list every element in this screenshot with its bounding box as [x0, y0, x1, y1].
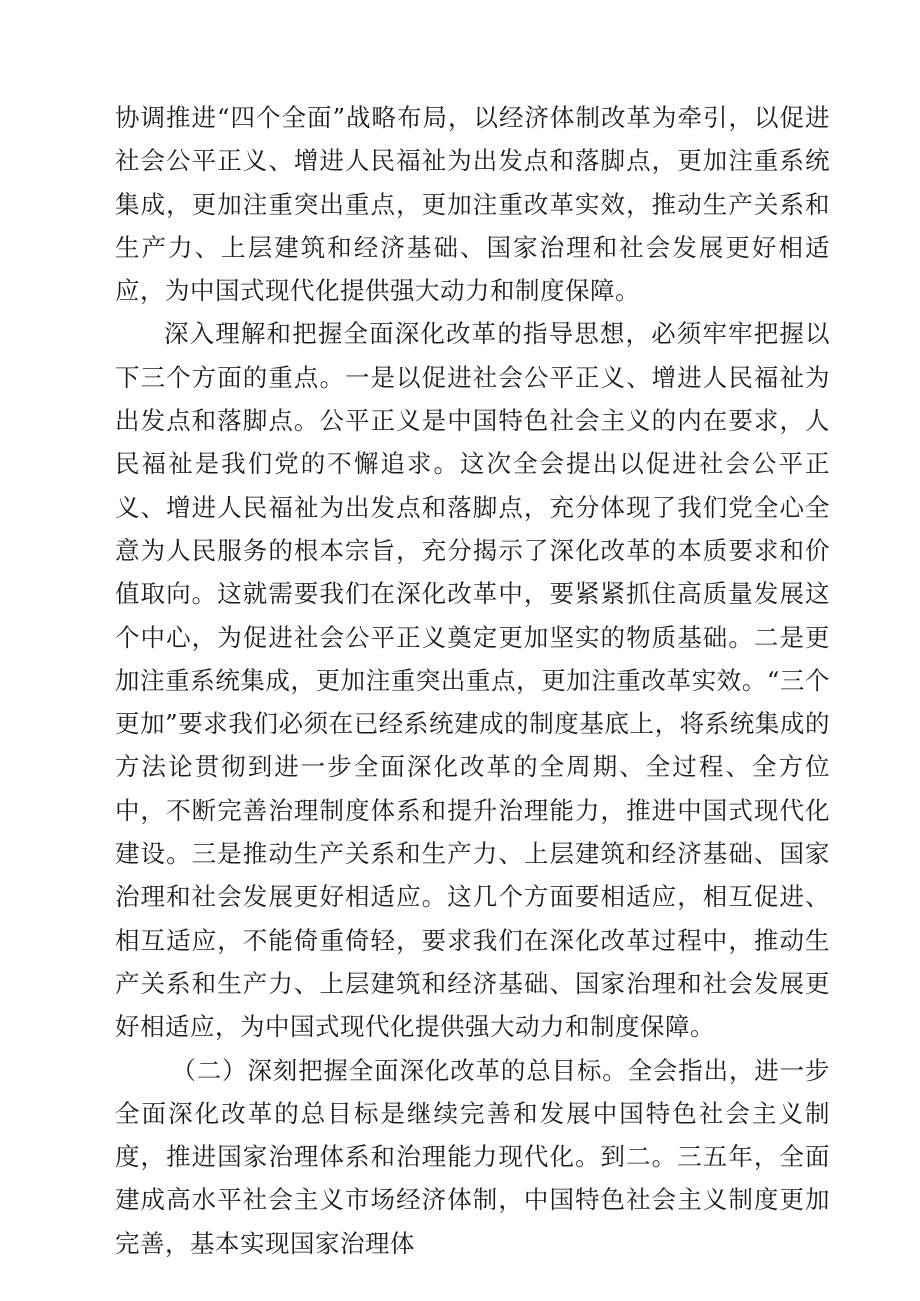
paragraph-guiding-thought: 深入理解和把握全面深化改革的指导思想，必须牢牢把握以下三个方面的重点。一是以促进社会公平正义、增进人民福祉为出发点和落脚点。公平正义是中国特色社会主义的内在要求，人民福祉是我们党的不懈追求。这次全会提出以促进社会公平正义、增进人民福祉为出发点和落脚点，充分体现了我们党全心全意为人民服务的根本宗旨，充分揭示了深化改革的本质要求和价值取向。这就需要我们在深化改革中，要紧紧抓住高质量发展这个中心，为促进社会公平正义奠定更加坚实的物质基础。二是更加注重系统集成，更加注重突出重点，更加注重改革实效。“三个更加”要求我们必须在已经系统建成的制度基底上，将系统集成的方法论贯彻到进一步全面深化改革的全周期、全过程、全方位中，不断完善治理制度体系和提升治理能力，推进中国式现代化建设。三是推动生产关系和生产力、上层建筑和经济基础、国家治理和社会发展更好相适应。这几个方面要相适应，相互促进、相互适应，不能倚重倚轻，要求我们在深化改革过程中，推动生产关系和生产力、上层建筑和经济基础、国家治理和社会发展更好相适应，为中国式现代化提供强大动力和制度保障。 — [115, 319, 830, 1042]
paragraph-overall-goal: （二）深刻把握全面深化改革的总目标。全会指出，进一步全面深化改革的总目标是继续完善和发展中国特色社会主义制度，推进国家治理体系和治理能力现代化。到二。三五年，全面建成高水平社会主义市场经济体制，中国特色社会主义制度更加完善，基本实现国家治理体 — [115, 1055, 830, 1258]
paragraph-continuation: 协调推进“四个全面”战略布局，以经济体制改革为牵引，以促进社会公平正义、增进人民福祉为出发点和落脚点，更加注重系统集成，更加注重突出重点，更加注重改革实效，推动生产关系和生产力、上层建筑和经济基础、国家治理和社会发展更好相适应，为中国式现代化提供强大动力和制度保障。 — [115, 103, 830, 306]
body-text — [115, 96, 830, 1265]
